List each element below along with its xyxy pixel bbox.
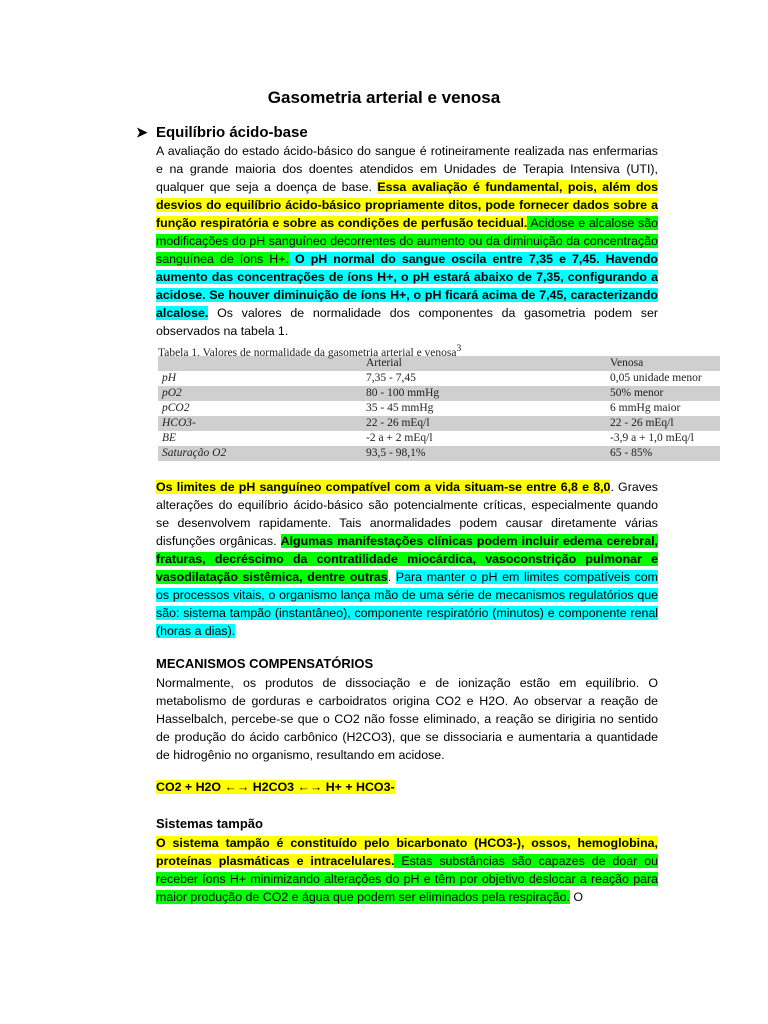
paragraph-tampao: [156, 834, 658, 906]
table-cell: pH: [162, 372, 177, 384]
equation-text: CO2 + H2O ←→ H2CO3 ←→ H+ + HCO3-: [156, 780, 395, 794]
document-title: Gasometria arterial e venosa: [267, 88, 501, 107]
highlight-green-text: Acidose e alcalose são modificações do pH sanguíneo decorrentes do aumento ou da diminuição da concentração sanguínea de íons H+.: [156, 216, 658, 266]
table-row: [158, 446, 720, 461]
intro-tail-text: Os valores de normalidade dos componentes da gasometria podem ser observados na tabela 1.: [156, 306, 658, 338]
table-cell: 65 - 85%: [606, 446, 720, 461]
highlight-cyan-text: O pH normal do sangue oscila entre 7,35 e 7,45. Havendo aumento das concentrações de íons H+, o pH estará abaixo de 7,35, configurando a acidose. Se houver diminuição de íons H+, o pH ficará acima de 7,45, caracterizando alcalose.: [156, 252, 658, 320]
highlight-cyan-text: Para manter o pH em limites compatíveis com os processos vitais, o organismo lança mão de uma série de mecanismos regulatórios que são: sistema tampão (instantâneo), componente respiratório (minutos) e componente renal (horas a dias).: [156, 570, 658, 638]
table-cell: Saturação O2: [158, 446, 362, 461]
table-cell: BE: [162, 432, 177, 444]
table-row: [158, 416, 720, 431]
highlight-yellow-text: Os limites de pH sanguíneo compatível com a vida situam-se entre 6,8 e 8,0: [156, 480, 611, 494]
section-heading-equilibrio: [136, 124, 308, 141]
highlight-yellow-text: O sistema tampão é constituído pelo bicarbonato (HCO3-), ossos, hemoglobina, proteínas plasmáticas e intracelulares.: [156, 836, 658, 868]
intro-text: A avaliação do estado ácido-básico do sangue é rotineiramente realizada nas enfermarias e na grande maioria dos doentes atendidos em Unidades de Terapia Intensiva (UTI), qualquer que seja a doença de base.: [156, 144, 658, 194]
arrow-bullet-icon: ➤: [136, 124, 148, 140]
highlight-green-text: Algumas manifestações clínicas podem incluir edema cerebral, fraturas, decréscimo da contratilidade miocárdica, vasoconstrição pulmonar e vasodilatação sistêmica, dentre outras: [156, 534, 658, 584]
highlight-green-text: Estas substâncias são capazes de doar ou receber íons H+ minimizando alterações do pH e têm por objetivo deslocar a reação para maior produção de CO2 e água que podem ser eliminados pela respiração.: [156, 854, 658, 904]
table-cell: 22 - 26 mEq/l: [606, 416, 720, 431]
table-row: [158, 401, 720, 416]
paragraph-limits: [156, 478, 658, 640]
table-cell: 0,05 unidade menor: [610, 372, 702, 384]
table-cell: pCO2: [162, 402, 190, 414]
normal-values-table: [158, 342, 720, 461]
table-cell: HCO3-: [158, 416, 362, 431]
highlight-yellow-text: Essa avaliação é fundamental, pois, além dos desvios do equilíbrio ácido-básico propriamente ditos, pode fornecer dados sobre a função respiratória e sobre as condições de perfusão tecidual.: [156, 180, 658, 230]
table-cell: 22 - 26 mEq/l: [362, 416, 606, 431]
limits-text: . Graves alterações do equilíbrio ácido-básico são potencialmente críticas, especialmente quando se desenvolvem rapidamente. Tais anormalidades podem causar diretamente várias disfunções orgânicas.: [156, 480, 658, 548]
table-cell: 93,5 - 98,1%: [362, 446, 606, 461]
section-heading-label: Equilíbrio ácido-base: [156, 124, 308, 141]
table-cell: 80 - 100 mmHg: [362, 386, 606, 401]
table-caption: Tabela 1. Valores de normalidade da gasometria arterial e venosa$^3$: [158, 343, 462, 359]
table-row: [158, 371, 720, 386]
reaction-equation: [156, 780, 395, 794]
table-cell: -3,9 a + 1,0 mEq/l: [610, 432, 694, 444]
table-header: Arterial: [362, 356, 606, 371]
limits-separator: .: [387, 570, 396, 584]
paragraph-intro: [156, 142, 658, 340]
table-cell: -2 a + 2 mEq/l: [366, 432, 433, 444]
section-heading-mecanismos: MECANISMOS COMPENSATÓRIOS: [156, 656, 374, 671]
table-cell: pO2: [158, 386, 362, 401]
table-header: Venosa: [606, 356, 720, 371]
section-heading-tampao: Sistemas tampão: [156, 816, 263, 831]
table-cell: 7,35 - 7,45: [366, 372, 416, 384]
tampao-tail-text: O: [569, 890, 584, 904]
table-cell: 6 mmHg maior: [610, 402, 681, 414]
table-cell: 50% menor: [606, 386, 720, 401]
table-row: [158, 431, 720, 446]
table-cell: 35 - 45 mmHg: [366, 402, 434, 414]
table-row: [158, 386, 720, 401]
paragraph-mecanismos: Normalmente, os produtos de dissociação e de ionização estão em equilíbrio. O metabolismo de gorduras e carboidratos origina CO2 e H2O. Ao observar a reação de Hasselbalch, percebe-se que o CO2 não fosse eliminado, a reação se dirigiria no sentido de produção do ácido carbônico (H2CO3), que se dissociaria e aumentaria a quantidade de hidrogênio no organismo, resultando em acidose.: [156, 676, 658, 762]
